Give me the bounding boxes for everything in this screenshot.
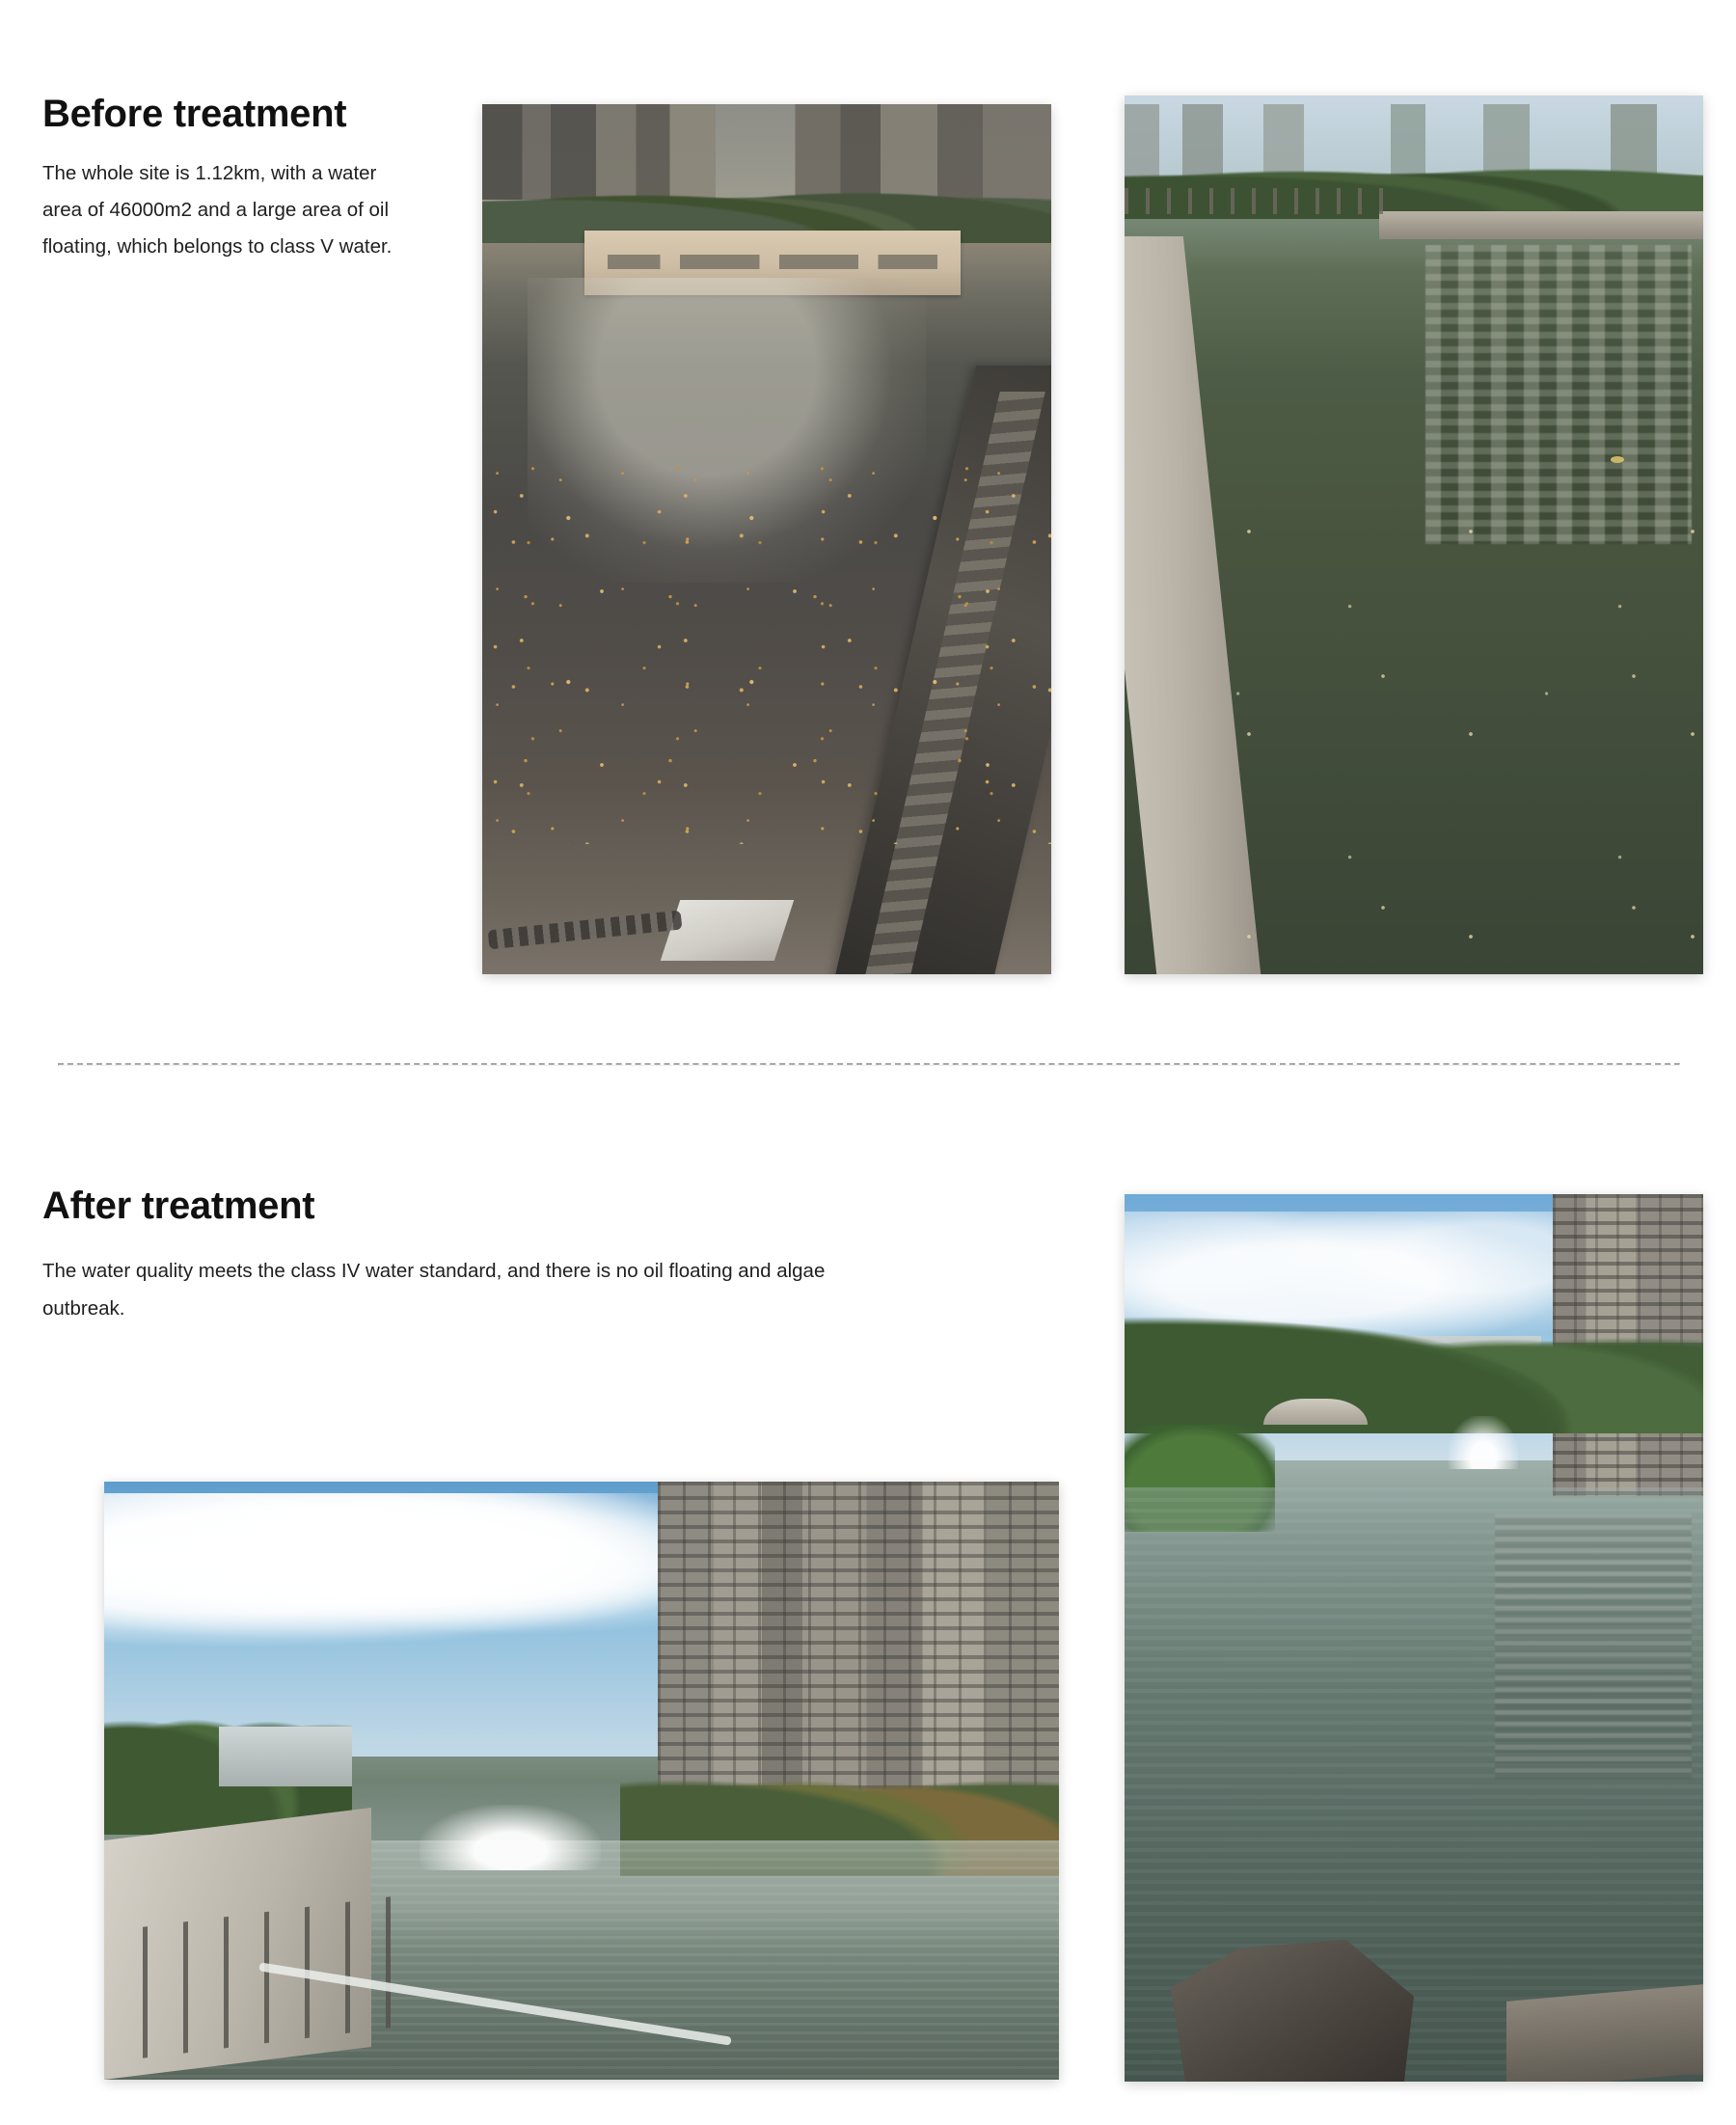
before-photo-1-image (482, 104, 1051, 974)
after-description: The water quality meets the class IV water standard, and there is no oil floating and algae outbreak. (42, 1260, 826, 1320)
stone-slab (660, 900, 794, 961)
before-photo-1 (482, 104, 1051, 974)
floating-object (1611, 456, 1624, 463)
before-description: The whole site is 1.12km, with a water area of 46000m2 and a large area of oil floating, which belongs to class V water. (42, 162, 393, 259)
railing (1125, 188, 1391, 214)
after-photo-2-image (1125, 1194, 1703, 2082)
promenade (1379, 211, 1703, 239)
before-text-block (42, 93, 419, 265)
distant-building (219, 1727, 353, 1786)
after-photo-1 (104, 1482, 1059, 2080)
water-specks (1182, 491, 1703, 948)
fountain (1449, 1416, 1518, 1469)
before-photo-2-image (1125, 95, 1703, 974)
after-text-block (42, 1185, 833, 1328)
after-photo-1-image (104, 1482, 1059, 2080)
before-photo-2 (1125, 95, 1703, 974)
after-photo-2 (1125, 1194, 1703, 2082)
tree-line (1125, 1283, 1703, 1433)
fountain (420, 1805, 601, 1870)
chain (487, 911, 682, 950)
before-heading: Before treatment (42, 93, 347, 135)
section-before-treatment (0, 0, 1736, 1042)
stone-deck (1506, 1984, 1703, 2082)
section-divider (58, 1063, 1680, 1066)
floating-debris (482, 452, 1051, 844)
tower-reflection (1495, 1513, 1692, 1780)
after-heading: After treatment (42, 1185, 315, 1227)
